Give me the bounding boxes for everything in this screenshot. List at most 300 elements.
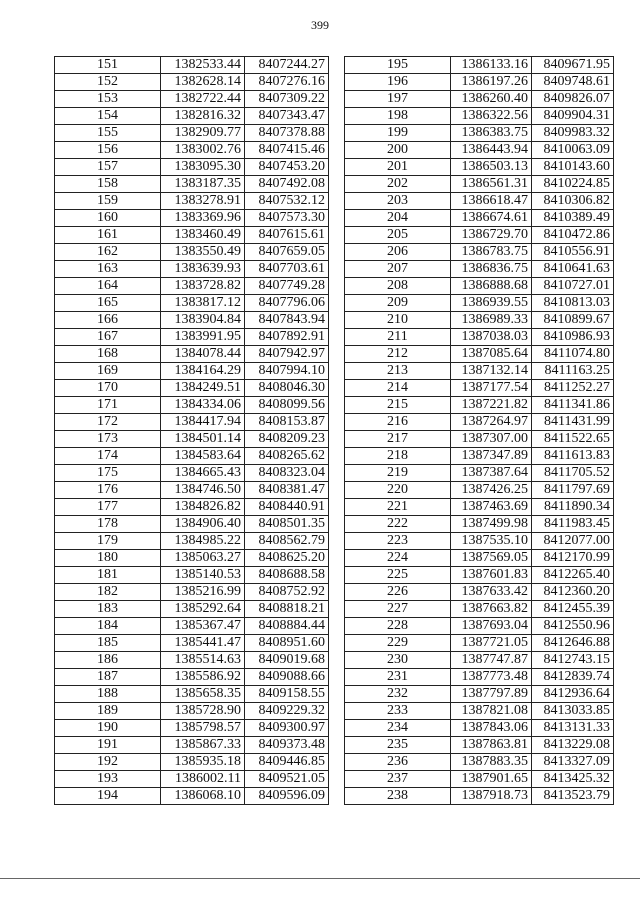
table-row bbox=[55, 176, 329, 193]
x-coordinate-cell: 1383550.49 bbox=[161, 244, 245, 261]
x-coordinate-cell: 1385292.64 bbox=[161, 601, 245, 618]
table-row bbox=[55, 346, 329, 363]
y-coordinate-cell: 8412839.74 bbox=[532, 669, 614, 686]
point-number-cell: 225 bbox=[345, 567, 451, 584]
y-coordinate-cell: 8412077.00 bbox=[532, 533, 614, 550]
point-number-cell: 198 bbox=[345, 108, 451, 125]
table-row bbox=[55, 516, 329, 533]
point-number-cell: 167 bbox=[55, 329, 161, 346]
x-coordinate-cell: 1387821.08 bbox=[451, 703, 532, 720]
y-coordinate-cell: 8408951.60 bbox=[245, 635, 329, 652]
x-coordinate-cell: 1387797.89 bbox=[451, 686, 532, 703]
table-row bbox=[55, 397, 329, 414]
point-number-cell: 188 bbox=[55, 686, 161, 703]
y-coordinate-cell: 8407796.06 bbox=[245, 295, 329, 312]
x-coordinate-cell: 1382628.14 bbox=[161, 74, 245, 91]
point-number-cell: 192 bbox=[55, 754, 161, 771]
y-coordinate-cell: 8410727.01 bbox=[532, 278, 614, 295]
table-row bbox=[55, 380, 329, 397]
y-coordinate-cell: 8408209.23 bbox=[245, 431, 329, 448]
point-number-cell: 179 bbox=[55, 533, 161, 550]
table-row bbox=[55, 295, 329, 312]
x-coordinate-cell: 1383095.30 bbox=[161, 159, 245, 176]
y-coordinate-cell: 8408884.44 bbox=[245, 618, 329, 635]
x-coordinate-cell: 1386561.31 bbox=[451, 176, 532, 193]
point-number-cell: 220 bbox=[345, 482, 451, 499]
point-number-cell: 195 bbox=[345, 57, 451, 74]
y-coordinate-cell: 8411705.52 bbox=[532, 465, 614, 482]
point-number-cell: 219 bbox=[345, 465, 451, 482]
table-row bbox=[345, 74, 614, 91]
x-coordinate-cell: 1387347.89 bbox=[451, 448, 532, 465]
x-coordinate-cell: 1383991.95 bbox=[161, 329, 245, 346]
y-coordinate-cell: 8411522.65 bbox=[532, 431, 614, 448]
y-coordinate-cell: 8410306.82 bbox=[532, 193, 614, 210]
x-coordinate-cell: 1386503.13 bbox=[451, 159, 532, 176]
point-number-cell: 221 bbox=[345, 499, 451, 516]
y-coordinate-cell: 8407378.88 bbox=[245, 125, 329, 142]
table-row bbox=[345, 669, 614, 686]
y-coordinate-cell: 8407615.61 bbox=[245, 227, 329, 244]
x-coordinate-cell: 1384078.44 bbox=[161, 346, 245, 363]
y-coordinate-cell: 8411983.45 bbox=[532, 516, 614, 533]
point-number-cell: 203 bbox=[345, 193, 451, 210]
x-coordinate-cell: 1383187.35 bbox=[161, 176, 245, 193]
point-number-cell: 157 bbox=[55, 159, 161, 176]
y-coordinate-cell: 8412550.96 bbox=[532, 618, 614, 635]
x-coordinate-cell: 1385514.63 bbox=[161, 652, 245, 669]
point-number-cell: 222 bbox=[345, 516, 451, 533]
table-row bbox=[345, 312, 614, 329]
point-number-cell: 158 bbox=[55, 176, 161, 193]
point-number-cell: 227 bbox=[345, 601, 451, 618]
table-row bbox=[55, 652, 329, 669]
x-coordinate-cell: 1384906.40 bbox=[161, 516, 245, 533]
point-number-cell: 214 bbox=[345, 380, 451, 397]
x-coordinate-cell: 1384501.14 bbox=[161, 431, 245, 448]
table-row bbox=[345, 261, 614, 278]
point-number-cell: 178 bbox=[55, 516, 161, 533]
table-row bbox=[55, 669, 329, 686]
point-number-cell: 165 bbox=[55, 295, 161, 312]
point-number-cell: 238 bbox=[345, 788, 451, 805]
x-coordinate-cell: 1387426.25 bbox=[451, 482, 532, 499]
point-number-cell: 156 bbox=[55, 142, 161, 159]
point-number-cell: 172 bbox=[55, 414, 161, 431]
table-row bbox=[345, 499, 614, 516]
table-row bbox=[345, 465, 614, 482]
table-row bbox=[55, 635, 329, 652]
y-coordinate-cell: 8412743.15 bbox=[532, 652, 614, 669]
x-coordinate-cell: 1384665.43 bbox=[161, 465, 245, 482]
x-coordinate-cell: 1383817.12 bbox=[161, 295, 245, 312]
y-coordinate-cell: 8411341.86 bbox=[532, 397, 614, 414]
x-coordinate-cell: 1384826.82 bbox=[161, 499, 245, 516]
point-number-cell: 159 bbox=[55, 193, 161, 210]
y-coordinate-cell: 8410899.67 bbox=[532, 312, 614, 329]
y-coordinate-cell: 8408381.47 bbox=[245, 482, 329, 499]
table-row bbox=[55, 261, 329, 278]
x-coordinate-cell: 1385140.53 bbox=[161, 567, 245, 584]
x-coordinate-cell: 1386383.75 bbox=[451, 125, 532, 142]
x-coordinate-cell: 1385586.92 bbox=[161, 669, 245, 686]
x-coordinate-cell: 1386674.61 bbox=[451, 210, 532, 227]
point-number-cell: 153 bbox=[55, 91, 161, 108]
point-number-cell: 164 bbox=[55, 278, 161, 295]
table-row bbox=[345, 482, 614, 499]
x-coordinate-cell: 1384249.51 bbox=[161, 380, 245, 397]
table-row bbox=[345, 754, 614, 771]
y-coordinate-cell: 8409300.97 bbox=[245, 720, 329, 737]
x-coordinate-cell: 1385935.18 bbox=[161, 754, 245, 771]
x-coordinate-cell: 1387918.73 bbox=[451, 788, 532, 805]
table-row bbox=[345, 329, 614, 346]
table-row bbox=[55, 788, 329, 805]
x-coordinate-cell: 1387463.69 bbox=[451, 499, 532, 516]
y-coordinate-cell: 8411074.80 bbox=[532, 346, 614, 363]
point-number-cell: 224 bbox=[345, 550, 451, 567]
table-row bbox=[55, 227, 329, 244]
point-number-cell: 208 bbox=[345, 278, 451, 295]
point-number-cell: 155 bbox=[55, 125, 161, 142]
point-number-cell: 200 bbox=[345, 142, 451, 159]
y-coordinate-cell: 8408562.79 bbox=[245, 533, 329, 550]
table-row bbox=[345, 652, 614, 669]
y-coordinate-cell: 8408688.58 bbox=[245, 567, 329, 584]
y-coordinate-cell: 8409596.09 bbox=[245, 788, 329, 805]
y-coordinate-cell: 8409904.31 bbox=[532, 108, 614, 125]
table-row bbox=[345, 618, 614, 635]
y-coordinate-cell: 8410813.03 bbox=[532, 295, 614, 312]
point-number-cell: 232 bbox=[345, 686, 451, 703]
point-number-cell: 175 bbox=[55, 465, 161, 482]
x-coordinate-cell: 1387499.98 bbox=[451, 516, 532, 533]
x-coordinate-cell: 1385216.99 bbox=[161, 584, 245, 601]
y-coordinate-cell: 8413033.85 bbox=[532, 703, 614, 720]
table-row bbox=[345, 176, 614, 193]
y-coordinate-cell: 8407659.05 bbox=[245, 244, 329, 261]
point-number-cell: 171 bbox=[55, 397, 161, 414]
y-coordinate-cell: 8409748.61 bbox=[532, 74, 614, 91]
x-coordinate-cell: 1387843.06 bbox=[451, 720, 532, 737]
x-coordinate-cell: 1387264.97 bbox=[451, 414, 532, 431]
x-coordinate-cell: 1387132.14 bbox=[451, 363, 532, 380]
table-row bbox=[345, 414, 614, 431]
table-row bbox=[345, 295, 614, 312]
y-coordinate-cell: 8409229.32 bbox=[245, 703, 329, 720]
y-coordinate-cell: 8410389.49 bbox=[532, 210, 614, 227]
point-number-cell: 216 bbox=[345, 414, 451, 431]
y-coordinate-cell: 8409088.66 bbox=[245, 669, 329, 686]
x-coordinate-cell: 1387901.65 bbox=[451, 771, 532, 788]
point-number-cell: 197 bbox=[345, 91, 451, 108]
y-coordinate-cell: 8407892.91 bbox=[245, 329, 329, 346]
point-number-cell: 205 bbox=[345, 227, 451, 244]
y-coordinate-cell: 8410143.60 bbox=[532, 159, 614, 176]
table-row bbox=[345, 567, 614, 584]
table-row bbox=[345, 448, 614, 465]
x-coordinate-cell: 1385728.90 bbox=[161, 703, 245, 720]
y-coordinate-cell: 8407244.27 bbox=[245, 57, 329, 74]
x-coordinate-cell: 1387773.48 bbox=[451, 669, 532, 686]
y-coordinate-cell: 8412455.39 bbox=[532, 601, 614, 618]
table-row bbox=[345, 125, 614, 142]
point-number-cell: 234 bbox=[345, 720, 451, 737]
y-coordinate-cell: 8410986.93 bbox=[532, 329, 614, 346]
x-coordinate-cell: 1384334.06 bbox=[161, 397, 245, 414]
table-row bbox=[55, 210, 329, 227]
x-coordinate-cell: 1385658.35 bbox=[161, 686, 245, 703]
x-coordinate-cell: 1386618.47 bbox=[451, 193, 532, 210]
table-row bbox=[55, 618, 329, 635]
coordinates-table-left bbox=[54, 56, 329, 805]
y-coordinate-cell: 8410556.91 bbox=[532, 244, 614, 261]
table-row bbox=[55, 567, 329, 584]
y-coordinate-cell: 8407703.61 bbox=[245, 261, 329, 278]
y-coordinate-cell: 8408818.21 bbox=[245, 601, 329, 618]
table-row bbox=[55, 312, 329, 329]
table-row bbox=[345, 635, 614, 652]
table-row bbox=[55, 329, 329, 346]
x-coordinate-cell: 1384164.29 bbox=[161, 363, 245, 380]
x-coordinate-cell: 1387721.05 bbox=[451, 635, 532, 652]
y-coordinate-cell: 8407492.08 bbox=[245, 176, 329, 193]
point-number-cell: 206 bbox=[345, 244, 451, 261]
point-number-cell: 213 bbox=[345, 363, 451, 380]
point-number-cell: 236 bbox=[345, 754, 451, 771]
point-number-cell: 226 bbox=[345, 584, 451, 601]
y-coordinate-cell: 8407573.30 bbox=[245, 210, 329, 227]
point-number-cell: 154 bbox=[55, 108, 161, 125]
table-row bbox=[55, 363, 329, 380]
table-row bbox=[55, 465, 329, 482]
x-coordinate-cell: 1384985.22 bbox=[161, 533, 245, 550]
y-coordinate-cell: 8411890.34 bbox=[532, 499, 614, 516]
point-number-cell: 223 bbox=[345, 533, 451, 550]
x-coordinate-cell: 1387085.64 bbox=[451, 346, 532, 363]
x-coordinate-cell: 1385798.57 bbox=[161, 720, 245, 737]
table-row bbox=[55, 686, 329, 703]
x-coordinate-cell: 1383728.82 bbox=[161, 278, 245, 295]
point-number-cell: 217 bbox=[345, 431, 451, 448]
point-number-cell: 181 bbox=[55, 567, 161, 584]
y-coordinate-cell: 8408153.87 bbox=[245, 414, 329, 431]
y-coordinate-cell: 8411613.83 bbox=[532, 448, 614, 465]
point-number-cell: 170 bbox=[55, 380, 161, 397]
table-row bbox=[345, 91, 614, 108]
coordinates-table-right bbox=[344, 56, 614, 805]
x-coordinate-cell: 1386729.70 bbox=[451, 227, 532, 244]
x-coordinate-cell: 1387387.64 bbox=[451, 465, 532, 482]
x-coordinate-cell: 1383369.96 bbox=[161, 210, 245, 227]
point-number-cell: 151 bbox=[55, 57, 161, 74]
point-number-cell: 228 bbox=[345, 618, 451, 635]
point-number-cell: 193 bbox=[55, 771, 161, 788]
y-coordinate-cell: 8408323.04 bbox=[245, 465, 329, 482]
x-coordinate-cell: 1383639.93 bbox=[161, 261, 245, 278]
y-coordinate-cell: 8407276.16 bbox=[245, 74, 329, 91]
y-coordinate-cell: 8409983.32 bbox=[532, 125, 614, 142]
table-row bbox=[55, 159, 329, 176]
bottom-divider bbox=[0, 878, 640, 879]
point-number-cell: 202 bbox=[345, 176, 451, 193]
y-coordinate-cell: 8413229.08 bbox=[532, 737, 614, 754]
table-row bbox=[55, 703, 329, 720]
point-number-cell: 162 bbox=[55, 244, 161, 261]
point-number-cell: 186 bbox=[55, 652, 161, 669]
y-coordinate-cell: 8413131.33 bbox=[532, 720, 614, 737]
table-row bbox=[345, 57, 614, 74]
table-row bbox=[345, 397, 614, 414]
table-row bbox=[345, 108, 614, 125]
point-number-cell: 235 bbox=[345, 737, 451, 754]
point-number-cell: 161 bbox=[55, 227, 161, 244]
point-number-cell: 209 bbox=[345, 295, 451, 312]
point-number-cell: 183 bbox=[55, 601, 161, 618]
y-coordinate-cell: 8412360.20 bbox=[532, 584, 614, 601]
table-row bbox=[55, 193, 329, 210]
x-coordinate-cell: 1386322.56 bbox=[451, 108, 532, 125]
x-coordinate-cell: 1387883.35 bbox=[451, 754, 532, 771]
y-coordinate-cell: 8410224.85 bbox=[532, 176, 614, 193]
point-number-cell: 230 bbox=[345, 652, 451, 669]
table-row bbox=[55, 482, 329, 499]
table-row bbox=[345, 584, 614, 601]
table-row bbox=[345, 363, 614, 380]
table-row bbox=[345, 720, 614, 737]
point-number-cell: 215 bbox=[345, 397, 451, 414]
y-coordinate-cell: 8407309.22 bbox=[245, 91, 329, 108]
x-coordinate-cell: 1387633.42 bbox=[451, 584, 532, 601]
y-coordinate-cell: 8409158.55 bbox=[245, 686, 329, 703]
y-coordinate-cell: 8411797.69 bbox=[532, 482, 614, 499]
y-coordinate-cell: 8408265.62 bbox=[245, 448, 329, 465]
table-row bbox=[55, 533, 329, 550]
table-row bbox=[55, 142, 329, 159]
point-number-cell: 201 bbox=[345, 159, 451, 176]
table-row bbox=[345, 550, 614, 567]
x-coordinate-cell: 1382909.77 bbox=[161, 125, 245, 142]
x-coordinate-cell: 1384583.64 bbox=[161, 448, 245, 465]
point-number-cell: 180 bbox=[55, 550, 161, 567]
table-row bbox=[345, 346, 614, 363]
table-row bbox=[55, 720, 329, 737]
table-row bbox=[345, 771, 614, 788]
x-coordinate-cell: 1386783.75 bbox=[451, 244, 532, 261]
point-number-cell: 199 bbox=[345, 125, 451, 142]
point-number-cell: 160 bbox=[55, 210, 161, 227]
point-number-cell: 187 bbox=[55, 669, 161, 686]
x-coordinate-cell: 1387863.81 bbox=[451, 737, 532, 754]
y-coordinate-cell: 8411431.99 bbox=[532, 414, 614, 431]
x-coordinate-cell: 1386836.75 bbox=[451, 261, 532, 278]
table-row bbox=[55, 74, 329, 91]
point-number-cell: 189 bbox=[55, 703, 161, 720]
y-coordinate-cell: 8407749.28 bbox=[245, 278, 329, 295]
point-number-cell: 184 bbox=[55, 618, 161, 635]
y-coordinate-cell: 8412936.64 bbox=[532, 686, 614, 703]
y-coordinate-cell: 8409019.68 bbox=[245, 652, 329, 669]
table-row bbox=[345, 703, 614, 720]
y-coordinate-cell: 8409826.07 bbox=[532, 91, 614, 108]
point-number-cell: 194 bbox=[55, 788, 161, 805]
x-coordinate-cell: 1387038.03 bbox=[451, 329, 532, 346]
table-row bbox=[55, 278, 329, 295]
x-coordinate-cell: 1386888.68 bbox=[451, 278, 532, 295]
x-coordinate-cell: 1387177.54 bbox=[451, 380, 532, 397]
table-row bbox=[345, 788, 614, 805]
point-number-cell: 163 bbox=[55, 261, 161, 278]
y-coordinate-cell: 8408752.92 bbox=[245, 584, 329, 601]
point-number-cell: 182 bbox=[55, 584, 161, 601]
y-coordinate-cell: 8407843.94 bbox=[245, 312, 329, 329]
point-number-cell: 218 bbox=[345, 448, 451, 465]
table-row bbox=[55, 601, 329, 618]
x-coordinate-cell: 1385063.27 bbox=[161, 550, 245, 567]
table-row bbox=[55, 57, 329, 74]
y-coordinate-cell: 8408440.91 bbox=[245, 499, 329, 516]
point-number-cell: 210 bbox=[345, 312, 451, 329]
table-row bbox=[55, 91, 329, 108]
y-coordinate-cell: 8409373.48 bbox=[245, 737, 329, 754]
x-coordinate-cell: 1387601.83 bbox=[451, 567, 532, 584]
table-row bbox=[345, 159, 614, 176]
x-coordinate-cell: 1386260.40 bbox=[451, 91, 532, 108]
x-coordinate-cell: 1383460.49 bbox=[161, 227, 245, 244]
point-number-cell: 237 bbox=[345, 771, 451, 788]
y-coordinate-cell: 8411252.27 bbox=[532, 380, 614, 397]
x-coordinate-cell: 1385441.47 bbox=[161, 635, 245, 652]
y-coordinate-cell: 8410063.09 bbox=[532, 142, 614, 159]
y-coordinate-cell: 8408501.35 bbox=[245, 516, 329, 533]
y-coordinate-cell: 8412646.88 bbox=[532, 635, 614, 652]
point-number-cell: 176 bbox=[55, 482, 161, 499]
table-row bbox=[345, 210, 614, 227]
x-coordinate-cell: 1384746.50 bbox=[161, 482, 245, 499]
x-coordinate-cell: 1383002.76 bbox=[161, 142, 245, 159]
y-coordinate-cell: 8407532.12 bbox=[245, 193, 329, 210]
point-number-cell: 169 bbox=[55, 363, 161, 380]
x-coordinate-cell: 1387535.10 bbox=[451, 533, 532, 550]
y-coordinate-cell: 8413523.79 bbox=[532, 788, 614, 805]
x-coordinate-cell: 1385367.47 bbox=[161, 618, 245, 635]
y-coordinate-cell: 8407415.46 bbox=[245, 142, 329, 159]
table-row bbox=[55, 108, 329, 125]
y-coordinate-cell: 8408046.30 bbox=[245, 380, 329, 397]
x-coordinate-cell: 1386068.10 bbox=[161, 788, 245, 805]
x-coordinate-cell: 1387569.05 bbox=[451, 550, 532, 567]
y-coordinate-cell: 8407994.10 bbox=[245, 363, 329, 380]
x-coordinate-cell: 1387747.87 bbox=[451, 652, 532, 669]
y-coordinate-cell: 8410472.86 bbox=[532, 227, 614, 244]
table-row bbox=[345, 380, 614, 397]
y-coordinate-cell: 8408625.20 bbox=[245, 550, 329, 567]
y-coordinate-cell: 8409446.85 bbox=[245, 754, 329, 771]
y-coordinate-cell: 8409671.95 bbox=[532, 57, 614, 74]
point-number-cell: 212 bbox=[345, 346, 451, 363]
table-row bbox=[345, 516, 614, 533]
point-number-cell: 185 bbox=[55, 635, 161, 652]
x-coordinate-cell: 1382816.32 bbox=[161, 108, 245, 125]
table-row bbox=[345, 533, 614, 550]
y-coordinate-cell: 8413425.32 bbox=[532, 771, 614, 788]
point-number-cell: 204 bbox=[345, 210, 451, 227]
table-row bbox=[345, 227, 614, 244]
x-coordinate-cell: 1387307.00 bbox=[451, 431, 532, 448]
point-number-cell: 174 bbox=[55, 448, 161, 465]
x-coordinate-cell: 1383904.84 bbox=[161, 312, 245, 329]
x-coordinate-cell: 1387663.82 bbox=[451, 601, 532, 618]
